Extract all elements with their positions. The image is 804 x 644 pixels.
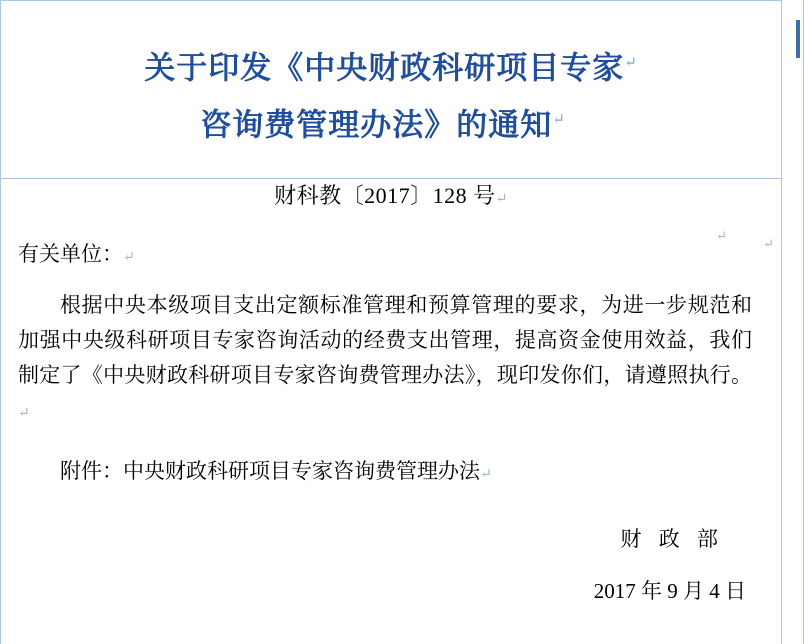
page-title-line-2 <box>0 91 782 148</box>
paragraph-mark-icon: ↵ <box>716 228 727 243</box>
paragraph-mark-icon: ↵ <box>552 112 566 129</box>
page-title-line-1-text: 关于印发《中央财政科研项目专家 <box>144 50 625 86</box>
attachment-text: 附件：中央财政科研项目专家咨询费管理办法 <box>60 458 480 483</box>
paragraph-mark-icon: ↵ <box>763 236 774 251</box>
paragraph-mark-icon: ↵ <box>480 466 492 482</box>
page-title-line-1 <box>0 0 782 91</box>
salutation <box>0 210 782 268</box>
document-number <box>0 149 782 210</box>
paragraph-mark-icon: ↵ <box>123 249 135 265</box>
title-divider <box>1 178 782 179</box>
document-date: 2017 年 9 月 4 日 <box>593 578 746 603</box>
paragraph-mark-icon: ↵ <box>495 191 508 207</box>
attachment-line <box>0 431 782 485</box>
paragraph-mark-icon: ↵ <box>18 405 30 421</box>
document-number-text: 财科教〔2017〕128 号 <box>274 182 496 208</box>
body-paragraph-text: 根据中央本级项目支出定额标准管理和预算管理的要求，为进一步规范和加强中央级科研项目专家咨询活动的经费支出管理，提高资金使用效益，我们制定了《中央财政科研项目专家咨询费管理办法》，现印发你们，请遵照执行。 <box>18 292 752 387</box>
body-paragraph <box>0 268 782 431</box>
paragraph-mark-icon: ↵ <box>624 55 638 71</box>
scrollbar-thumb[interactable] <box>796 20 800 58</box>
salutation-text: 有关单位： <box>18 241 123 266</box>
signer: 财 政 部 <box>620 526 724 551</box>
page-title-line-2-text: 咨询费管理办法》的通知 <box>200 107 553 143</box>
